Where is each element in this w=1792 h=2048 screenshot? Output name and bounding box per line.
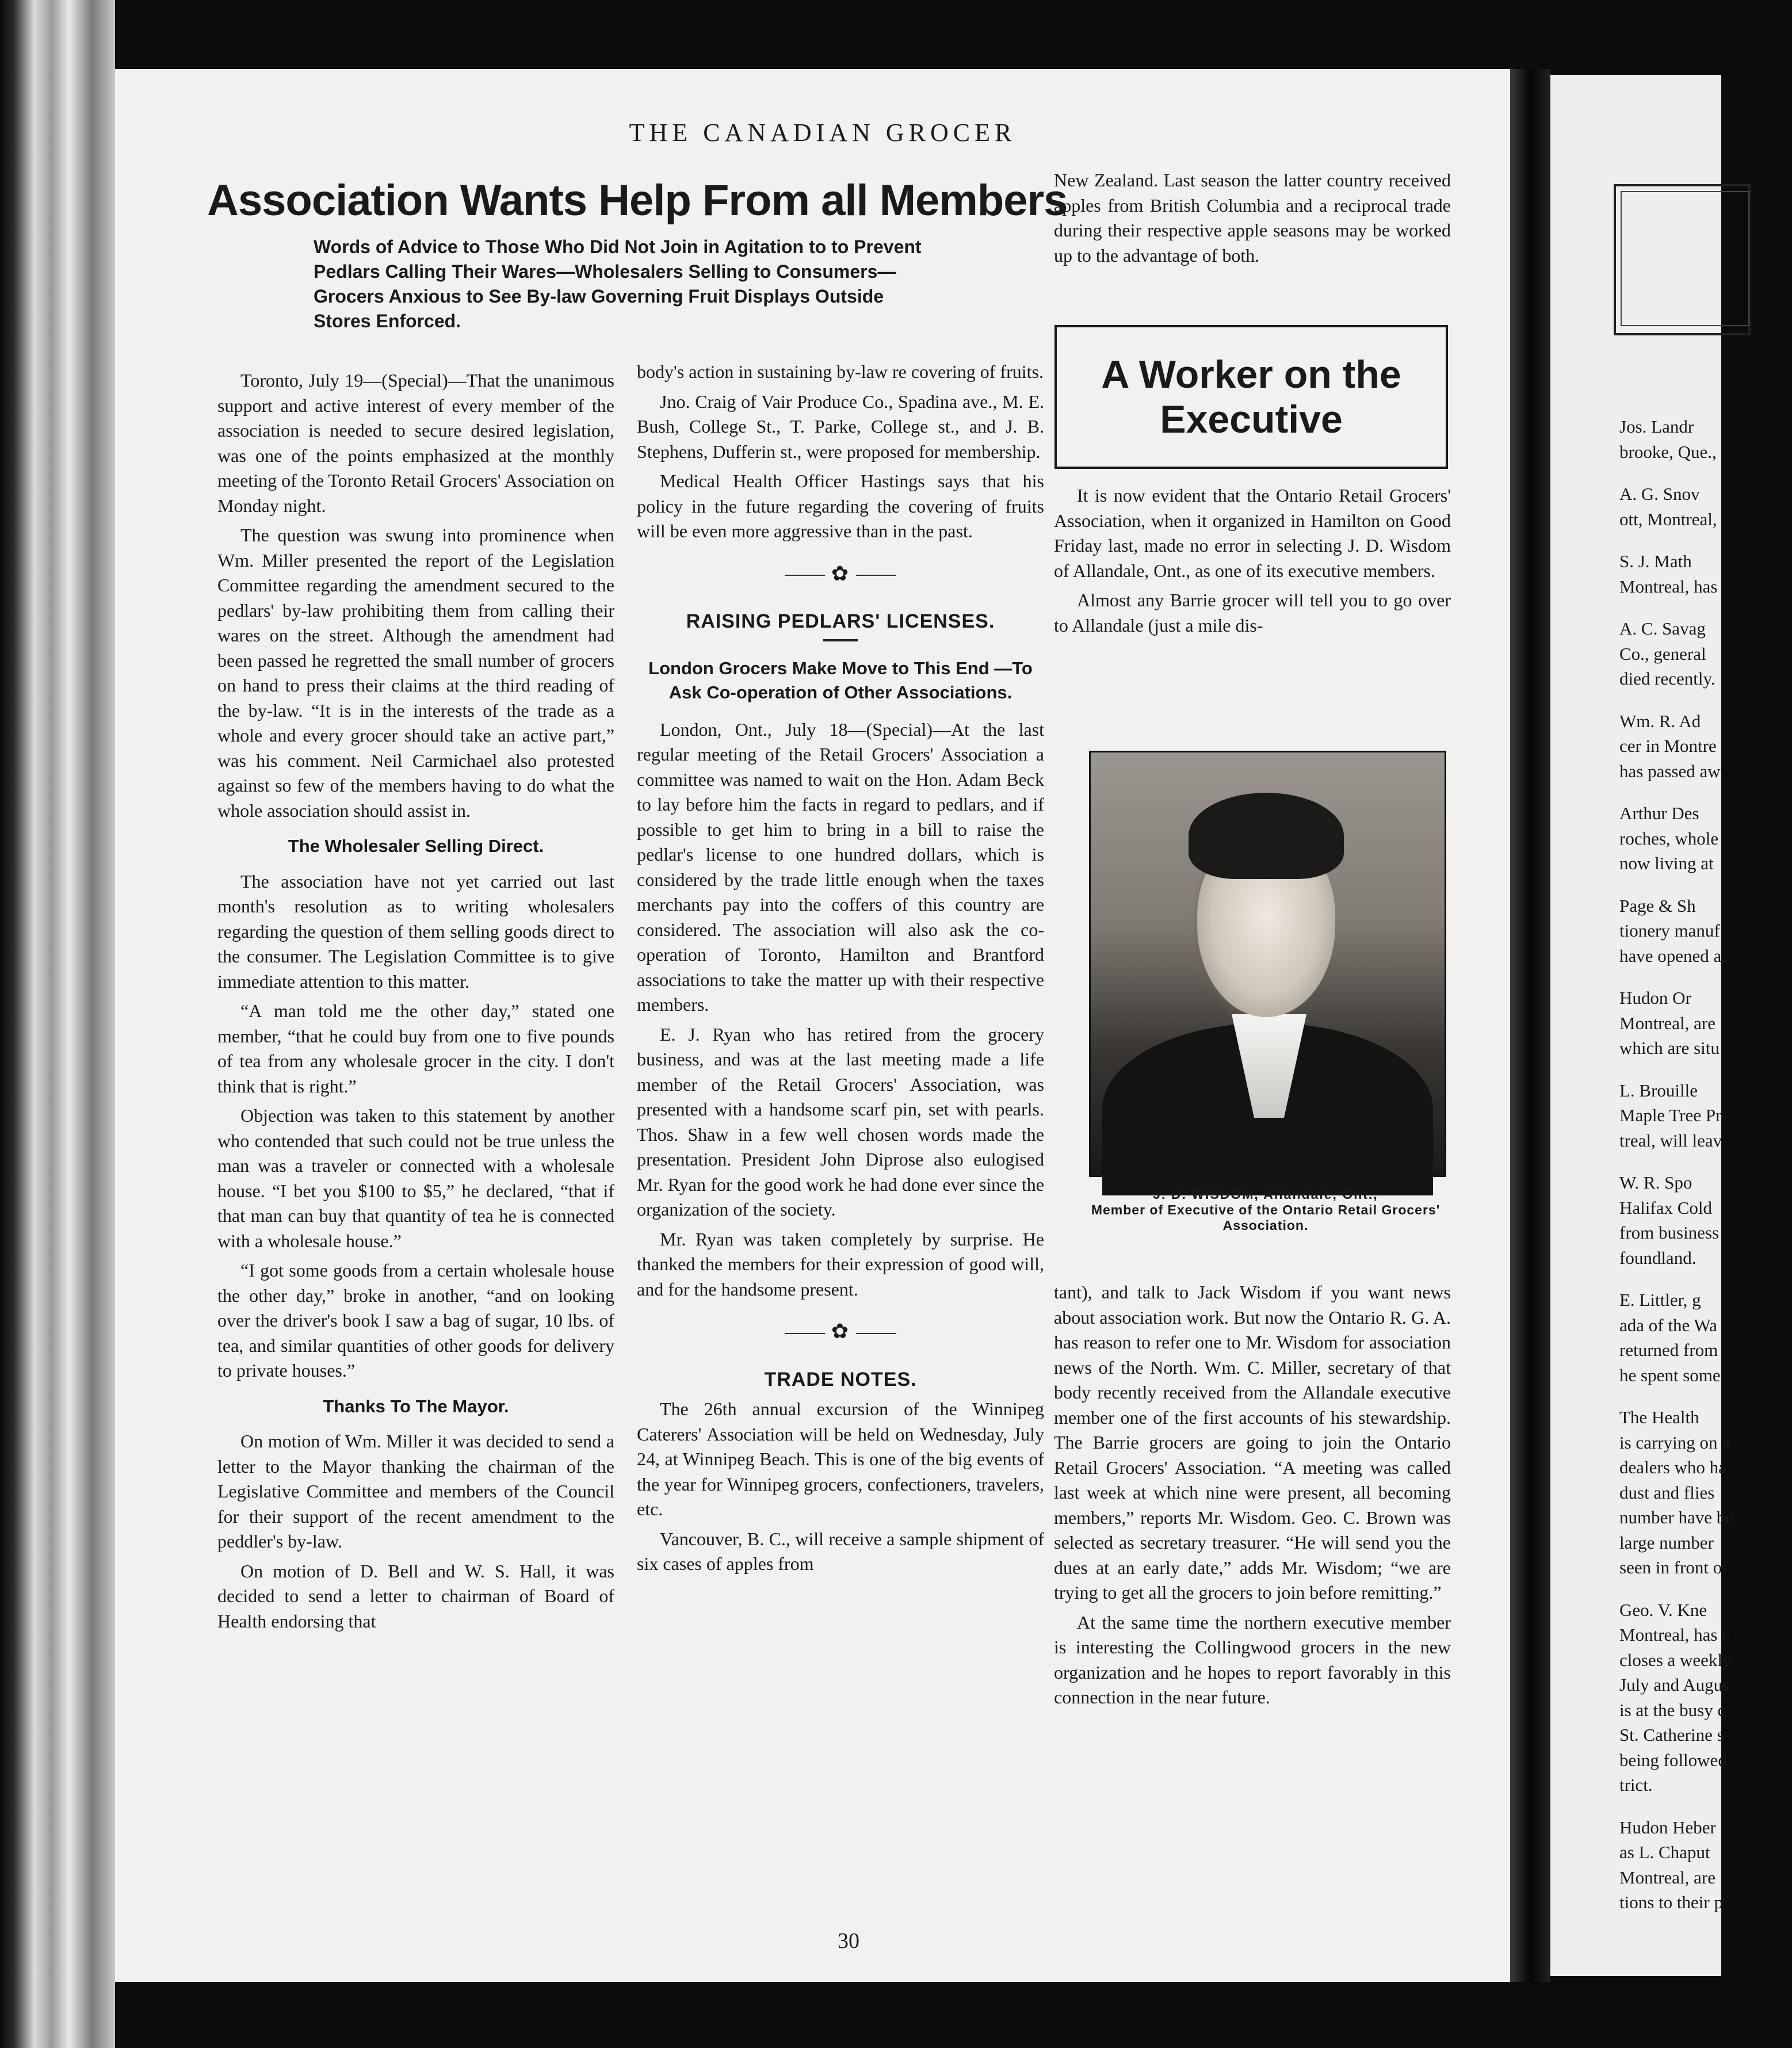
right-page-line: treal, will leav bbox=[1619, 1130, 1722, 1151]
right-page-line: St. Catherine s bbox=[1619, 1725, 1724, 1745]
right-page-line: Arthur Des bbox=[1619, 803, 1699, 823]
right-page-line: L. Brouille bbox=[1619, 1080, 1698, 1101]
right-page-line: which are situ bbox=[1619, 1038, 1720, 1058]
right-page-line: large number bbox=[1619, 1532, 1714, 1553]
right-page-line: brooke, Que., bbox=[1619, 441, 1717, 462]
right-page-line: S. J. Math bbox=[1619, 551, 1692, 571]
right-page-line: cer in Montre bbox=[1619, 736, 1717, 756]
paragraph: Almost any Barrie grocer will tell you to go over to Allandale (just a mile dis- bbox=[1054, 590, 1451, 636]
right-page-line: July and Augus bbox=[1619, 1675, 1730, 1695]
boxed-headline-text: A Worker on the Executive bbox=[1101, 353, 1401, 441]
paragraph: Toronto, July 19—(Special)—That the unanimous support and active interest of every member of the association is needed to secure desired legislation, was one of the points emphasized at the monthly meeting of the Toronto Retail Grocers' Association on Monday night. bbox=[217, 370, 614, 516]
right-page-line: he spent some bbox=[1619, 1365, 1721, 1385]
ornament-divider: ✿ bbox=[637, 561, 1044, 587]
right-page-line: E. Littler, g bbox=[1619, 1290, 1701, 1310]
right-page-line: Maple Tree Pr bbox=[1619, 1105, 1722, 1125]
article-headline: Association Wants Help From all Members bbox=[207, 176, 1068, 225]
right-page-line: Wm. R. Ad bbox=[1619, 710, 1701, 731]
paragraph: On motion of Wm. Miller it was decided to send a letter to the Mayor thanking the chairman of the Legislative Committee and members of the Council for their support of the recent amendment to the peddler's by-law. bbox=[217, 1431, 614, 1552]
paragraph: New Zealand. Last season the latter country received apples from British Columbia and a reciprocal trade during their respective apple seasons may be worked up to the advantage of both. bbox=[1054, 170, 1451, 266]
right-page-line: Halifax Cold bbox=[1619, 1197, 1712, 1218]
right-page-gap bbox=[1619, 532, 1792, 549]
subhead-mayor: Thanks To The Mayor. bbox=[323, 1396, 509, 1416]
right-page-line: as L. Chaput bbox=[1619, 1842, 1710, 1862]
right-page-gap bbox=[1619, 1580, 1792, 1598]
right-page-line: dealers who ha bbox=[1619, 1457, 1726, 1477]
paragraph: body's action in sustaining by-law re covering of fruits. bbox=[637, 361, 1044, 382]
page-right-partial bbox=[1550, 75, 1733, 1976]
paragraph: London, Ont., July 18—(Special)—At the last regular meeting of the Retail Grocers' Association a committee was named to wait on the Hon. Adam Beck to lay before him the facts in regard to pedlars, and if possible to get him to bring in a bill to raise the pedlar's license to one hundred dollars, which is considered by the trade little enough when the taxes merchants pay into the coffers of this country are considered. The association will also ask the co-operation of Toronto, Hamilton and Brantford associations to take the matter up with their respective members. bbox=[637, 719, 1044, 1015]
right-page-line: now living at bbox=[1619, 853, 1714, 873]
running-head: THE CANADIAN GROCER bbox=[629, 119, 1017, 147]
paragraph: tant), and talk to Jack Wisdom if you want news about association work. But now the Ontario R. G. A. has reason to refer one to Mr. Wisdom for association news of the North. Wm. C. Miller, secretary of that body recently received from the Allandale executive member one of the first accounts of his stewardship. The Barrie grocers are going to join the Ontario Retail Grocers' Association. “A meeting was called last week at which nine were present, all becoming members,” reports Mr. Wisdom. Geo. C. Brown was selected as secretary treasurer. “He will send you the dues at an early date,” adds Mr. Wisdom; “we are trying to get all the grocers to join before remitting.” bbox=[1054, 1282, 1451, 1603]
caption-name: J. D. WISDOM, Allandale, Ont., bbox=[1153, 1187, 1378, 1202]
right-page-line: Montreal, has bbox=[1619, 576, 1718, 597]
portrait-photo bbox=[1089, 751, 1446, 1177]
right-page-line: Page & Sh bbox=[1619, 895, 1696, 916]
right-page-line: tionery manuf bbox=[1619, 920, 1720, 941]
right-page-gap bbox=[1619, 968, 1792, 985]
right-page-line: is at the busy c bbox=[1619, 1699, 1726, 1720]
paragraph: “A man told me the other day,” stated one member, “that he could buy from one to five pounds of tea from any wholesale grocer in the city. I don't think that is right.” bbox=[217, 1000, 614, 1096]
right-page-line: Jos. Landr bbox=[1619, 417, 1694, 437]
right-page-gap bbox=[1619, 599, 1792, 616]
right-page-text bbox=[1619, 414, 1792, 1915]
right-page-line: W. R. Spo bbox=[1619, 1172, 1692, 1193]
right-page-line: Hudon Heber bbox=[1619, 1817, 1716, 1837]
right-page-line: roches, whole bbox=[1619, 828, 1719, 849]
right-page-line: being followed bbox=[1619, 1749, 1727, 1770]
right-page-line: died recently. bbox=[1619, 668, 1715, 689]
right-page-line: tions to their p bbox=[1619, 1892, 1723, 1912]
right-page-line: number have be bbox=[1619, 1507, 1733, 1527]
right-page-gap bbox=[1619, 691, 1792, 709]
photo-caption bbox=[1070, 1187, 1461, 1233]
article-deck: Words of Advice to Those Who Did Not Join in Agitation to to Prevent Pedlars Calling Their Wares—Wholesalers Selling to Consumers—Grocers Anxious to See By-law Governing Fruit Displays Outside Stores Enforced. bbox=[314, 236, 922, 331]
right-page-line: Montreal, are bbox=[1619, 1867, 1715, 1887]
paragraph: Objection was taken to this statement by another who contended that such could not be true unless the man was a traveler or connected with a wholesale house. “I bet you $100 to $5,” he declared, “that if that man can buy that quantity of tea he is connected with a wholesale house.” bbox=[217, 1105, 614, 1251]
subhead-trade-notes: TRADE NOTES. bbox=[764, 1368, 917, 1390]
paragraph: E. J. Ryan who has retired from the grocery business, and was at the last meeting made a life member of the Retail Grocers' Association, was presented with a handsome scarf pin, set with pearls. Thos. Shaw in a few well chosen words made the presentation. President John Diprose also eulogised Mr. Ryan for the good work he had done ever since the organization of the society. bbox=[637, 1023, 1044, 1220]
right-page-line: closes a weekly bbox=[1619, 1649, 1732, 1670]
column-3-top bbox=[1054, 168, 1451, 273]
right-page-line: foundland. bbox=[1619, 1247, 1697, 1268]
right-page-line: returned from bbox=[1619, 1340, 1718, 1360]
paragraph: At the same time the northern executive member is interesting the Collingwood grocers in the new organization and he hopes to report favorably in this connection in the near future. bbox=[1054, 1611, 1451, 1707]
paragraph: Medical Health Officer Hastings says that his policy in the future regarding the covering of fruits will be even more aggressive than in the past. bbox=[637, 471, 1044, 541]
right-page-line: The Health bbox=[1619, 1407, 1699, 1427]
paragraph: It is now evident that the Ontario Retail Grocers' Association, when it organized in Hamilton on Good Friday last, made no error in selecting J. D. Wisdom of Allandale, Ont., as one of its executive members. bbox=[1054, 485, 1451, 581]
boxed-headline bbox=[1054, 325, 1448, 469]
paragraph: The association have not yet carried out last month's resolution as to writing wholesalers regarding the question of them selling goods direct to the consumer. The Legislation Committee is to give immediate attention to this matter. bbox=[217, 870, 614, 992]
right-page-gap bbox=[1619, 1270, 1792, 1287]
page-gutter bbox=[1510, 69, 1550, 1982]
subhead-pedlars-licenses: RAISING PEDLARS' LICENSES. bbox=[686, 610, 995, 632]
caption-title: Member of Executive of the Ontario Retail Grocers' Association. bbox=[1091, 1202, 1441, 1233]
right-page-line: dust and flies bbox=[1619, 1482, 1715, 1503]
right-page-gap bbox=[1619, 1388, 1792, 1405]
right-page-gap bbox=[1619, 1153, 1792, 1170]
column-1 bbox=[217, 368, 614, 1638]
right-page-line: has passed aw bbox=[1619, 761, 1721, 781]
boxed-frame-inner bbox=[1621, 191, 1749, 326]
page-number: 30 bbox=[838, 1929, 859, 1953]
right-page-line: have opened a bbox=[1619, 945, 1722, 966]
right-page-gap bbox=[1619, 784, 1792, 801]
right-page-gap bbox=[1619, 876, 1792, 893]
right-page-line: ada of the Wa bbox=[1619, 1315, 1717, 1335]
paragraph: The question was swung into prominence when Wm. Miller presented the report of the Legislation Committee regarding the amendment secured to the pedlars' by-law prohibiting them from calling their wares on the street. Although the amendment had been passed he regretted the small number of grocers on hand to press their claims at the third reading of the by-law. “It is in the interests of the trade as a whole and every grocer should take an active part,” was his comment. Neil Carmichael also protested against so few of the members having to do what the whole association should assist in. bbox=[217, 525, 614, 821]
column-3-bottom bbox=[1054, 1280, 1451, 1715]
short-rule bbox=[823, 639, 858, 641]
paragraph: The 26th annual excursion of the Winnipeg Caterers' Association will be held on Wednesday, July 24, at Winnipeg Beach. This is one of the big events of the year for Winnipeg grocers, confectioners, travelers, etc. bbox=[637, 1399, 1044, 1519]
right-page-line: Co., general bbox=[1619, 643, 1706, 664]
right-page-line: Hudon Or bbox=[1619, 988, 1691, 1008]
right-page-line: from business bbox=[1619, 1222, 1720, 1243]
right-page-line: trict. bbox=[1619, 1775, 1653, 1795]
book-spine-edge bbox=[0, 0, 115, 2048]
right-page-line: seen in front of bbox=[1619, 1557, 1728, 1577]
right-page-line: A. C. Savag bbox=[1619, 618, 1706, 639]
right-page-line: Geo. V. Kne bbox=[1619, 1599, 1707, 1620]
right-page-gap bbox=[1619, 1798, 1792, 1815]
paragraph: “I got some goods from a certain wholesale house the other day,” broke in another, “and on looking over the driver's book I saw a bag of sugar, 10 lbs. of tea, and similar quantities of other goods for delivery to private houses.” bbox=[217, 1260, 614, 1381]
subhead-deck: London Grocers Make Move to This End —To Ask Co-operation of Other Associations. bbox=[648, 658, 1033, 702]
column-2 bbox=[637, 360, 1044, 1581]
paragraph: Mr. Ryan was taken completely by surprise. He thanked the members for their expression of good will, and for the handsome present. bbox=[637, 1228, 1044, 1300]
subhead-wholesaler: The Wholesaler Selling Direct. bbox=[288, 836, 544, 856]
paragraph: Vancouver, B. C., will receive a sample shipment of six cases of apples from bbox=[637, 1528, 1044, 1574]
right-page-line: ott, Montreal, bbox=[1619, 509, 1717, 529]
column-3-middle bbox=[1054, 483, 1451, 643]
right-page-gap bbox=[1619, 1061, 1792, 1078]
right-page-line: A. G. Snov bbox=[1619, 484, 1700, 504]
right-page-line: is carrying on a bbox=[1619, 1432, 1730, 1453]
right-page-gap bbox=[1619, 464, 1792, 482]
ornament-divider: ✿ bbox=[637, 1319, 1044, 1344]
paragraph: On motion of D. Bell and W. S. Hall, it was decided to send a letter to chairman of Board of Health endorsing that bbox=[217, 1560, 614, 1631]
right-page-line: Montreal, has e bbox=[1619, 1625, 1730, 1645]
right-page-line: Montreal, are bbox=[1619, 1012, 1715, 1033]
paragraph: Jno. Craig of Vair Produce Co., Spadina ave., M. E. Bush, College St., T. Parke, College st., and J. B. Stephens, Dufferin st., were proposed for membership. bbox=[637, 391, 1044, 462]
